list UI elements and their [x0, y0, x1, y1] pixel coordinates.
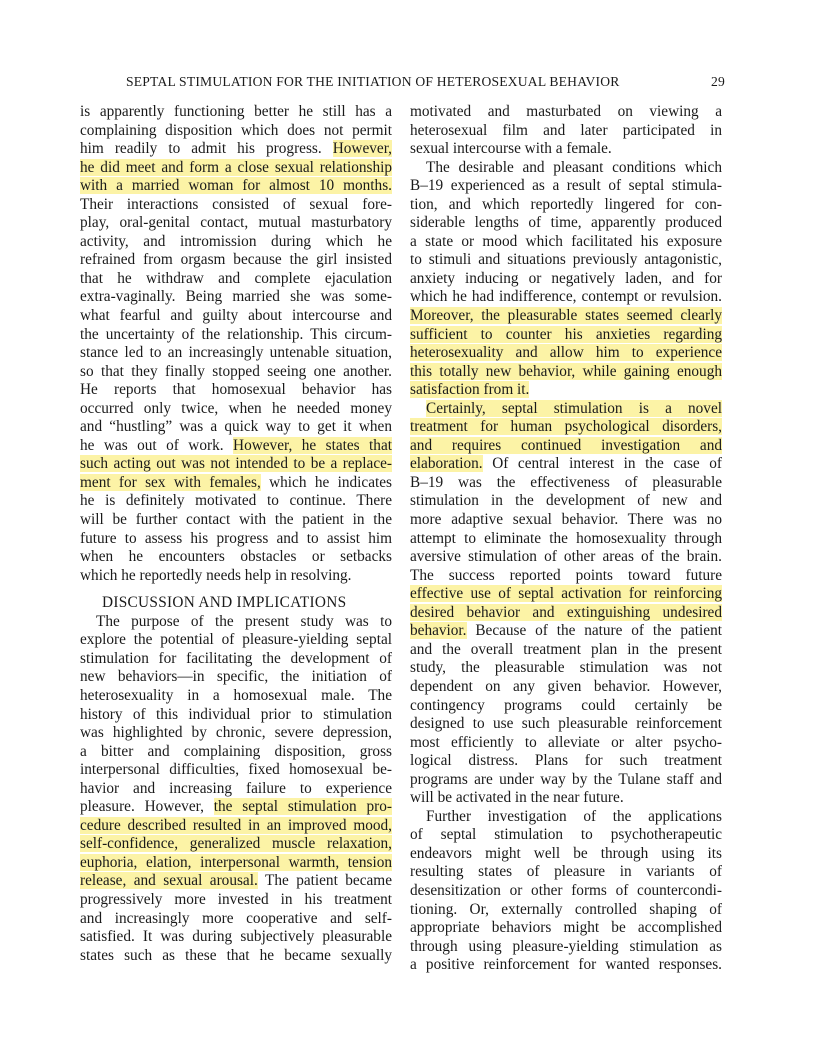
text-segment: complaining disposition which does not permit	[80, 121, 392, 139]
text-line	[80, 159, 392, 178]
highlighted-text: effective use of septal activation for reinforcing	[410, 585, 722, 603]
text-line	[80, 872, 392, 891]
text-segment: The patient became	[257, 872, 392, 890]
text-segment: B–19 was the effectiveness of pleasurable	[410, 473, 722, 491]
text-line	[80, 344, 392, 363]
text-line	[410, 270, 722, 289]
highlighted-text: this totally new behavior, while gaining enough	[410, 362, 722, 380]
text-line	[80, 798, 392, 817]
text-line	[410, 326, 722, 345]
paragraph-continued	[80, 103, 392, 585]
text-segment: siderable lengths of time, apparently produced	[410, 214, 722, 232]
text-segment: that he withdraw and complete ejaculation	[80, 269, 392, 287]
text-segment: will be further contact with the patient in the	[80, 511, 392, 529]
highlighted-text: satisfaction from it.	[410, 381, 530, 399]
text-line	[80, 418, 392, 437]
text-line	[410, 530, 722, 549]
text-segment: he is definitely motivated to continue. There	[80, 492, 392, 510]
text-segment: future to assess his progress and to assist him	[80, 529, 392, 547]
text-segment: new behaviors—in specific, the initiation of	[80, 668, 392, 686]
highlighted-text: Certainly, septal stimulation is a novel	[426, 399, 722, 417]
text-segment: aversive stimulation of other areas of the brain.	[410, 548, 722, 566]
text-line	[80, 233, 392, 252]
text-segment: through using pleasure-yielding stimulation as	[410, 937, 722, 955]
text-segment: which he had indifference, contempt or revulsion.	[410, 288, 722, 306]
text-segment: play, oral-genital contact, mutual masturbatory	[80, 214, 392, 232]
text-line	[80, 724, 392, 743]
highlighted-text: euphoria, elation, interpersonal warmth, tension	[80, 853, 392, 871]
text-segment: which he reportedly needs help in resolving.	[80, 566, 352, 584]
text-line	[410, 863, 722, 882]
text-segment: when he encounters obstacles or setbacks	[80, 548, 392, 566]
highlighted-text: self-confidence, generalized muscle relaxation,	[80, 835, 392, 853]
text-line	[80, 455, 392, 474]
text-line	[80, 214, 392, 233]
text-line	[410, 511, 722, 530]
text-segment: Of central interest in the case of	[482, 455, 722, 473]
text-line	[410, 288, 722, 307]
highlighted-text: such acting out was not intended to be a replace-	[80, 455, 392, 473]
text-line	[410, 344, 722, 363]
page-number: 29	[711, 74, 725, 89]
text-segment: which he indicates	[260, 473, 392, 491]
text-segment: sexual intercourse with a female.	[410, 140, 612, 158]
text-segment: satisfied. It was during subjectively pleasurable	[80, 928, 392, 946]
text-line	[410, 771, 722, 790]
text-segment: stimulation in the development of new and	[410, 492, 722, 510]
text-line	[410, 233, 722, 252]
text-line	[80, 530, 392, 549]
text-line	[410, 789, 722, 808]
text-segment: and the overall treatment plan in the present	[410, 640, 722, 658]
text-line	[410, 697, 722, 716]
text-segment: attempt to eliminate the homosexuality through	[410, 529, 722, 547]
text-line	[410, 956, 722, 975]
text-segment: so that they finally stopped seeing one another.	[80, 362, 392, 380]
text-line	[80, 817, 392, 836]
text-line	[410, 715, 722, 734]
text-segment: to stimuli and situations previously antagonistic,	[410, 251, 722, 269]
text-segment: and increasingly more cooperative and self-	[80, 909, 392, 927]
text-segment: progressively more invested in his treatment	[80, 890, 392, 908]
text-segment: occurred only twice, when he needed money	[80, 399, 392, 417]
highlighted-text: treatment for human psychological disorders,	[410, 418, 722, 436]
text-line	[80, 511, 392, 530]
text-line	[410, 548, 722, 567]
text-line	[80, 270, 392, 289]
right-column-text	[410, 103, 722, 975]
running-head-title: SEPTAL STIMULATION FOR THE INITIATION OF HETEROSEXUAL BEHAVIOR	[126, 74, 620, 89]
text-segment: him readily to admit his progress.	[80, 140, 333, 158]
text-segment: he was out of work.	[80, 436, 234, 454]
text-line	[410, 381, 722, 400]
text-line	[410, 604, 722, 623]
text-line	[410, 938, 722, 957]
text-segment: The desirable and pleasant conditions which	[426, 158, 722, 176]
highlighted-text: However, he states that	[233, 436, 392, 454]
text-line	[80, 780, 392, 799]
right-column	[410, 103, 722, 975]
highlighted-text: sufficient to counter his anxieties regarding	[410, 325, 722, 343]
text-segment: is apparently functioning better he still has a	[80, 103, 392, 120]
text-line	[80, 835, 392, 854]
text-line	[410, 678, 722, 697]
highlighted-text: desired behavior and extinguishing undesired	[410, 603, 722, 621]
text-segment: He reports that homosexual behavior has	[80, 381, 392, 399]
text-segment: history of this individual prior to stimulation	[80, 705, 392, 723]
text-line	[80, 251, 392, 270]
text-line	[410, 437, 722, 456]
text-line	[80, 381, 392, 400]
highlighted-text: ment for sex with females,	[80, 473, 261, 491]
text-line	[80, 326, 392, 345]
text-segment: designed to use such pleasurable reinforcement	[410, 715, 722, 733]
text-segment: tion, and which reportedly lingered for con-	[410, 195, 722, 213]
text-segment: was highlighted by chronic, severe depression,	[80, 724, 392, 742]
highlighted-text: cedure described resulted in an improved mood,	[80, 816, 392, 834]
paragraph-discussion	[80, 613, 392, 965]
text-line	[410, 567, 722, 586]
text-line	[410, 622, 722, 641]
text-line	[410, 251, 722, 270]
text-segment: B–19 experienced as a result of septal stimula-	[410, 177, 722, 195]
text-line	[410, 919, 722, 938]
text-line	[410, 734, 722, 753]
text-line	[80, 854, 392, 873]
text-segment: will be activated in the near future.	[410, 789, 624, 807]
highlighted-text: Moreover, the pleasurable states seemed clearly	[410, 307, 722, 325]
text-line	[80, 548, 392, 567]
text-line	[410, 808, 722, 827]
text-segment: and “hustling” was a quick way to get it when	[80, 418, 392, 436]
highlighted-text: heterosexuality and allow him to experience	[410, 344, 722, 362]
text-line	[410, 140, 722, 159]
text-line	[80, 363, 392, 382]
text-line	[410, 882, 722, 901]
text-segment: heterosexual film and later participated in	[410, 121, 722, 139]
highlighted-text: he did meet and form a close sexual relationship	[80, 158, 392, 176]
text-line	[410, 418, 722, 437]
text-segment: a positive reinforcement for wanted responses.	[410, 956, 722, 974]
text-line	[410, 122, 722, 141]
text-line	[80, 928, 392, 947]
text-line	[80, 103, 392, 122]
text-line	[80, 437, 392, 456]
left-column	[80, 103, 392, 965]
text-segment: logical distress. Plans for such treatment	[410, 752, 722, 770]
text-segment: Because of the nature of the patient	[466, 622, 722, 640]
text-line	[410, 641, 722, 660]
text-line	[410, 103, 722, 122]
text-line	[410, 474, 722, 493]
text-segment: study, the pleasurable stimulation was not	[410, 659, 722, 677]
text-line	[80, 196, 392, 215]
text-line	[410, 363, 722, 382]
text-line	[410, 826, 722, 845]
text-line	[410, 492, 722, 511]
text-segment: stimulation for facilitating the development of	[80, 649, 392, 667]
text-line	[410, 307, 722, 326]
highlighted-text: However,	[332, 140, 392, 158]
text-segment: activity, and intromission during which he	[80, 232, 392, 250]
text-line	[80, 743, 392, 762]
text-segment: extra-vaginally. Being married she was some-	[80, 288, 392, 306]
text-segment: what fearful and guilty about intercourse and	[80, 307, 392, 325]
text-line	[80, 687, 392, 706]
text-segment: motivated and masturbated on viewing a	[410, 103, 722, 120]
text-segment: more adaptive sexual behavior. There was no	[410, 511, 722, 529]
text-line	[80, 400, 392, 419]
text-line	[80, 613, 392, 632]
highlighted-text: release, and sexual arousal.	[80, 872, 258, 890]
text-segment: endeavors might well be through using its	[410, 844, 722, 862]
text-line	[410, 214, 722, 233]
text-line	[80, 910, 392, 929]
text-segment: desensitization or other forms of countercondi-	[410, 881, 722, 899]
text-line	[410, 585, 722, 604]
text-line	[410, 400, 722, 419]
text-line	[80, 288, 392, 307]
text-segment: dependent on any given behavior. However,	[410, 677, 722, 695]
text-segment: stance led to an increasingly untenable situation,	[80, 344, 392, 362]
highlighted-text: elaboration.	[410, 455, 483, 473]
text-line	[410, 196, 722, 215]
text-line	[80, 140, 392, 159]
text-line	[80, 567, 392, 586]
text-segment: The purpose of the present study was to	[96, 612, 392, 630]
text-segment: resulting states of pleasure in variants of	[410, 863, 722, 881]
text-segment: pleasure. However,	[80, 798, 214, 816]
text-segment: heterosexuality in a homosexual male. The	[80, 686, 392, 704]
text-line	[80, 668, 392, 687]
highlighted-text: with a married woman for almost 10 months.	[80, 177, 392, 195]
highlighted-text: the septal stimulation pro-	[213, 798, 392, 816]
text-line	[80, 761, 392, 780]
text-segment: contingency programs could certainly be	[410, 696, 722, 714]
text-line	[80, 177, 392, 196]
text-segment: of septal stimulation to psychotherapeutic	[410, 826, 722, 844]
text-segment: interpersonal difficulties, fixed homosexual be-	[80, 761, 392, 779]
text-segment: anxiety inducing or negatively laden, and for	[410, 269, 722, 287]
text-segment: tioning. Or, externally controlled shaping of	[410, 900, 722, 918]
text-line	[80, 706, 392, 725]
section-heading: DISCUSSION AND IMPLICATIONS	[102, 594, 347, 612]
text-segment: a bitter and complaining disposition, gross	[80, 742, 392, 760]
text-segment: programs are under way by the Tulane staff and	[410, 770, 722, 788]
text-line	[410, 752, 722, 771]
text-segment: most efficiently to alleviate or alter psycho-	[410, 733, 722, 751]
text-line	[80, 650, 392, 669]
text-segment: Their interactions consisted of sexual fore-	[80, 195, 392, 213]
text-segment: explore the potential of pleasure-yielding septal	[80, 631, 392, 649]
text-line	[80, 631, 392, 650]
text-segment: The success reported points toward future	[410, 566, 722, 584]
text-line	[410, 659, 722, 678]
text-segment: the uncertainty of the relationship. This circum-	[80, 325, 392, 343]
highlighted-text: and requires continued investigation and	[410, 436, 722, 454]
text-segment: a state or mood which facilitated his exposure	[410, 232, 722, 250]
text-segment: Further investigation of the applications	[426, 807, 722, 825]
text-line	[80, 891, 392, 910]
text-segment: appropriate behaviors might be accomplished	[410, 919, 722, 937]
text-segment: havior and increasing failure to experience	[80, 779, 392, 797]
text-line	[80, 307, 392, 326]
text-line	[410, 845, 722, 864]
text-line	[410, 159, 722, 178]
text-segment: refrained from orgasm because the girl insisted	[80, 251, 392, 269]
highlighted-text: behavior.	[410, 622, 467, 640]
text-line	[80, 122, 392, 141]
text-segment: states such as these that he became sexually	[80, 946, 392, 964]
text-line	[410, 455, 722, 474]
text-line	[410, 177, 722, 196]
text-line	[80, 492, 392, 511]
text-line	[410, 901, 722, 920]
text-line	[80, 474, 392, 493]
text-line	[80, 947, 392, 966]
